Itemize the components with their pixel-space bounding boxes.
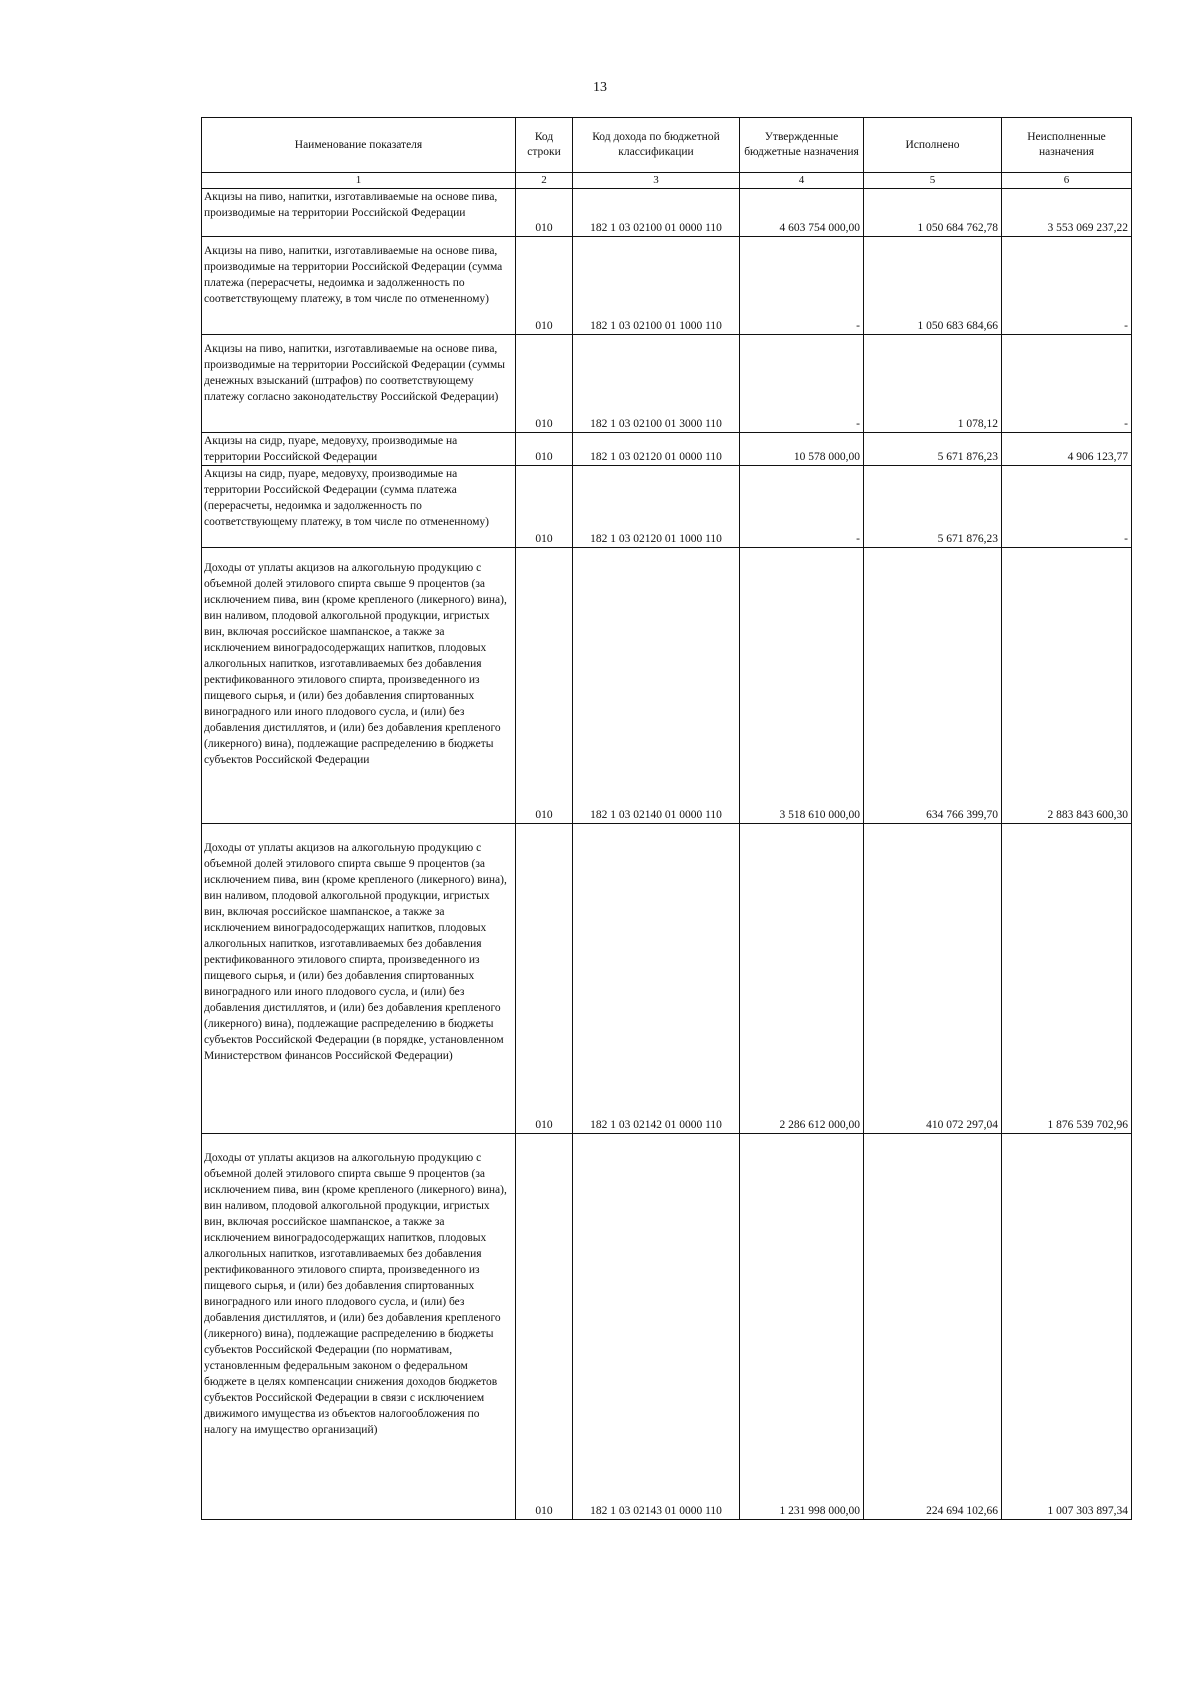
- executed-amount: 634 766 399,70: [864, 548, 1002, 824]
- unexecuted-amount: 3 553 069 237,22: [1002, 189, 1132, 237]
- indicator-name: Акцизы на сидр, пуаре, медовуху, производимые на территории Российской Федерации (сумма платежа (перерасчеты, недоимка и задолженность по соответствующему платежу, в том числе по отмененному): [202, 466, 516, 548]
- column-number: 5: [864, 173, 1002, 189]
- budget-classification-code: 182 1 03 02120 01 0000 110: [573, 433, 740, 466]
- table-row: [202, 237, 1132, 335]
- unexecuted-amount: -: [1002, 335, 1132, 433]
- executed-amount: 410 072 297,04: [864, 824, 1002, 1134]
- executed-amount: 1 050 684 762,78: [864, 189, 1002, 237]
- approved-amount: 3 518 610 000,00: [740, 548, 864, 824]
- column-number: 2: [516, 173, 573, 189]
- line-code: 010: [516, 335, 573, 433]
- budget-classification-code: 182 1 03 02100 01 0000 110: [573, 189, 740, 237]
- table-row: [202, 433, 1132, 466]
- indicator-name: Доходы от уплаты акцизов на алкогольную продукцию с объемной долей этилового спирта свыше 9 процентов (за исключением пива, вин (кроме крепленого (ликерного) вина), вин наливом, плодовой алкогольной продукции, игристых вин, включая российское шампанское, а также за исключением виноградосодержащих напитков, плодовых алкогольных напитков, изготавливаемых без добавления ректификованного этилового спирта, произведенного из пищевого сырья, и (или) без добавления спиртованных виноградного или иного плодового сусла, и (или) без добавления дистиллятов, и (или) без добавления крепленого (ликерного) вина), подлежащие распределению в бюджеты субъектов Российской Федерации: [202, 548, 516, 824]
- approved-amount: 10 578 000,00: [740, 433, 864, 466]
- unexecuted-amount: -: [1002, 237, 1132, 335]
- indicator-name: Акцизы на пиво, напитки, изготавливаемые на основе пива, производимые на территории Российской Федерации: [202, 189, 516, 237]
- unexecuted-amount: 1 007 303 897,34: [1002, 1134, 1132, 1520]
- column-number: 4: [740, 173, 864, 189]
- table-row: [202, 335, 1132, 433]
- approved-amount: -: [740, 335, 864, 433]
- executed-amount: 5 671 876,23: [864, 466, 1002, 548]
- header-executed: Исполнено: [864, 118, 1002, 173]
- budget-classification-code: 182 1 03 02100 01 3000 110: [573, 335, 740, 433]
- budget-classification-code: 182 1 03 02142 01 0000 110: [573, 824, 740, 1134]
- budget-classification-code: 182 1 03 02143 01 0000 110: [573, 1134, 740, 1520]
- executed-amount: 1 078,12: [864, 335, 1002, 433]
- table-row: [202, 466, 1132, 548]
- executed-amount: 224 694 102,66: [864, 1134, 1002, 1520]
- unexecuted-amount: 4 906 123,77: [1002, 433, 1132, 466]
- line-code: 010: [516, 824, 573, 1134]
- line-code: 010: [516, 237, 573, 335]
- line-code: 010: [516, 189, 573, 237]
- header-line-code: Код строки: [516, 118, 573, 173]
- budget-execution-table: [201, 117, 1132, 1520]
- line-code: 010: [516, 433, 573, 466]
- indicator-name: Акцизы на пиво, напитки, изготавливаемые на основе пива, производимые на территории Российской Федерации (сумма платежа (перерасчеты, недоимка и задолженность по соответствующему платежу, в том числе по отмененному): [202, 237, 516, 335]
- table-row: [202, 1134, 1132, 1520]
- unexecuted-amount: -: [1002, 466, 1132, 548]
- header-unexecuted-assignments: Неисполненные назначения: [1002, 118, 1132, 173]
- indicator-name: Доходы от уплаты акцизов на алкогольную продукцию с объемной долей этилового спирта свыше 9 процентов (за исключением пива, вин (кроме крепленого (ликерного) вина), вин наливом, плодовой алкогольной продукции, игристых вин, включая российское шампанское, а также за исключением виноградосодержащих напитков, плодовых алкогольных напитков, изготавливаемых без добавления ректификованного этилового спирта, произведенного из пищевого сырья, и (или) без добавления спиртованных виноградного или иного плодового сусла, и (или) без добавления дистиллятов, и (или) без добавления крепленого (ликерного) вина), подлежащие распределению в бюджеты субъектов Российской Федерации (по нормативам, установленным федеральным законом о федеральном бюджете в целях компенсации снижения доходов бюджетов субъектов Российской Федерации в связи с исключением движимого имущества из объектов налогообложения по налогу на имущество организаций): [202, 1134, 516, 1520]
- approved-amount: -: [740, 466, 864, 548]
- header-row: [202, 118, 1132, 173]
- executed-amount: 1 050 683 684,66: [864, 237, 1002, 335]
- header-approved-assignments: Утвержденные бюджетные назначения: [740, 118, 864, 173]
- budget-classification-code: 182 1 03 02100 01 1000 110: [573, 237, 740, 335]
- header-indicator-name: Наименование показателя: [202, 118, 516, 173]
- indicator-name: Доходы от уплаты акцизов на алкогольную продукцию с объемной долей этилового спирта свыше 9 процентов (за исключением пива, вин (кроме крепленого (ликерного) вина), вин наливом, плодовой алкогольной продукции, игристых вин, включая российское шампанское, а также за исключением виноградосодержащих напитков, плодовых алкогольных напитков, изготавливаемых без добавления ректификованного этилового спирта, произведенного из пищевого сырья, и (или) без добавления спиртованных виноградного или иного плодового сусла, и (или) без добавления дистиллятов, и (или) без добавления крепленого (ликерного) вина), подлежащие распределению в бюджеты субъектов Российской Федерации (в порядке, установленном Министерством финансов Российской Федерации): [202, 824, 516, 1134]
- approved-amount: 1 231 998 000,00: [740, 1134, 864, 1520]
- line-code: 010: [516, 1134, 573, 1520]
- approved-amount: 4 603 754 000,00: [740, 189, 864, 237]
- budget-classification-code: 182 1 03 02140 01 0000 110: [573, 548, 740, 824]
- executed-amount: 5 671 876,23: [864, 433, 1002, 466]
- indicator-name: Акцизы на сидр, пуаре, медовуху, производимые на территории Российской Федерации: [202, 433, 516, 466]
- approved-amount: 2 286 612 000,00: [740, 824, 864, 1134]
- column-number-row: [202, 173, 1132, 189]
- table-row: [202, 189, 1132, 237]
- column-number: 6: [1002, 173, 1132, 189]
- budget-classification-code: 182 1 03 02120 01 1000 110: [573, 466, 740, 548]
- unexecuted-amount: 2 883 843 600,30: [1002, 548, 1132, 824]
- table-body: [202, 189, 1132, 1520]
- line-code: 010: [516, 548, 573, 824]
- line-code: 010: [516, 466, 573, 548]
- table-row: [202, 824, 1132, 1134]
- column-number: 1: [202, 173, 516, 189]
- indicator-name: Акцизы на пиво, напитки, изготавливаемые на основе пива, производимые на территории Российской Федерации (суммы денежных взысканий (штрафов) по соответствующему платежу согласно законодательству Российской Федерации): [202, 335, 516, 433]
- approved-amount: -: [740, 237, 864, 335]
- table-row: [202, 548, 1132, 824]
- unexecuted-amount: 1 876 539 702,96: [1002, 824, 1132, 1134]
- table-header: [202, 118, 1132, 189]
- column-number: 3: [573, 173, 740, 189]
- header-budget-classification-code: Код дохода по бюджетной классификации: [573, 118, 740, 173]
- page-number: 13: [593, 80, 607, 95]
